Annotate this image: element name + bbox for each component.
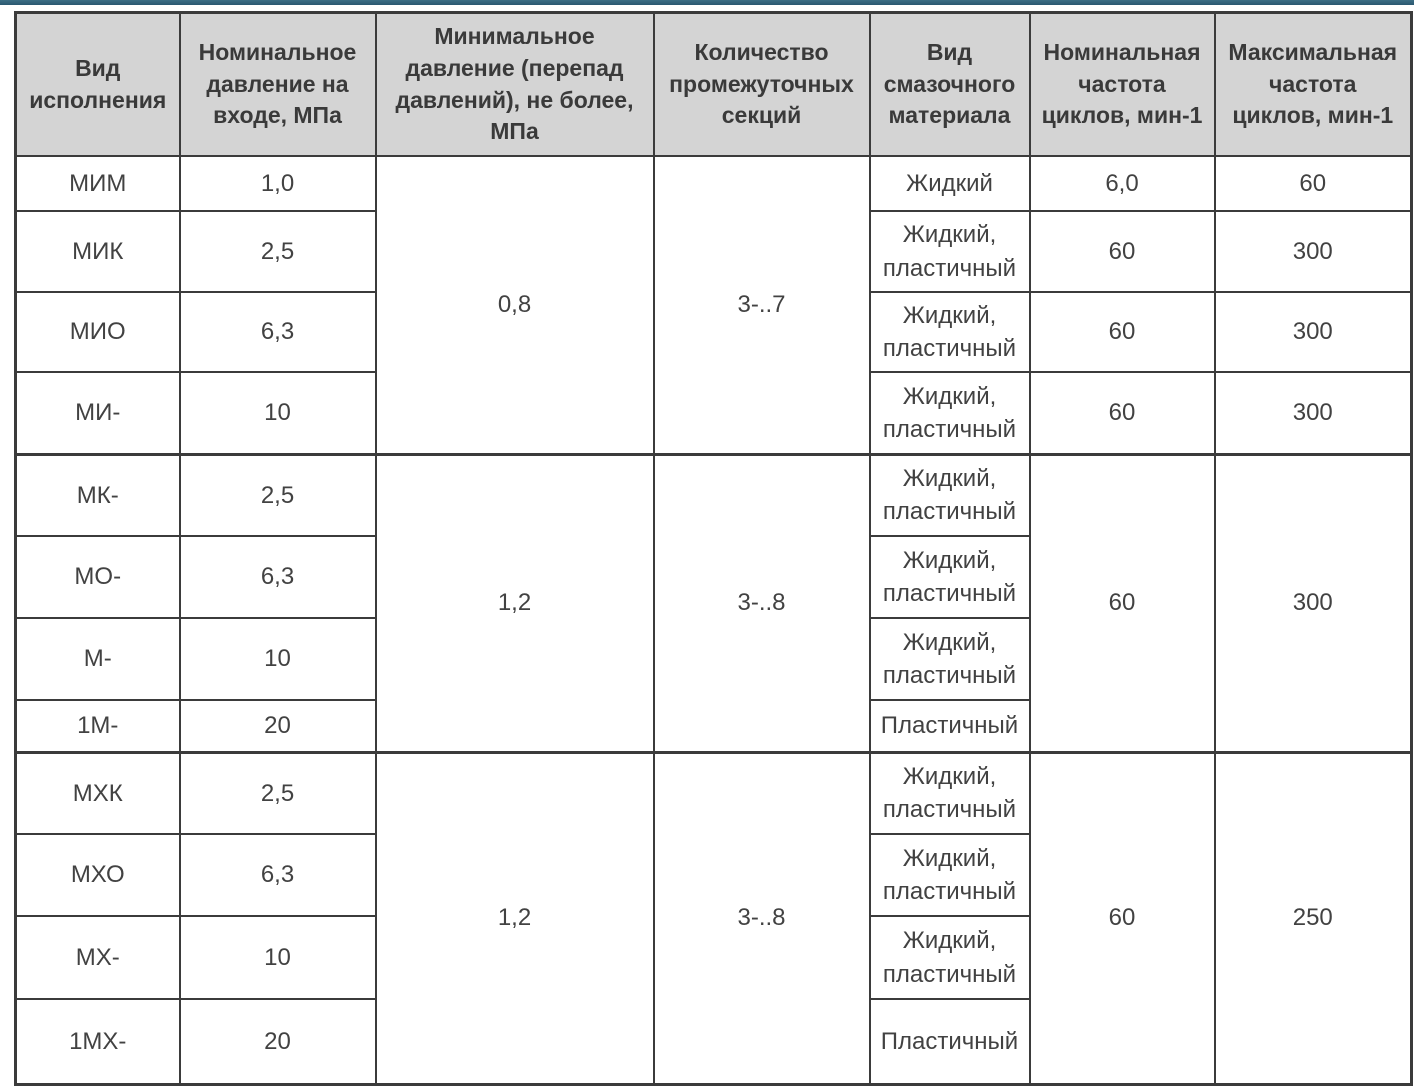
cell-type: 1МХ- [16, 999, 180, 1084]
cell-type: МК- [16, 454, 180, 536]
header-max-frequency: Максимальная частота циклов, мин-1 [1215, 13, 1412, 157]
cell-lubricant: Пластичный [870, 999, 1030, 1084]
cell-nominal-frequency: 60 [1030, 372, 1215, 454]
header-lubricant-type: Вид смазочного материала [870, 13, 1030, 157]
cell-inlet-pressure: 6,3 [180, 834, 376, 916]
cell-lubricant: Жидкий, пластичный [870, 211, 1030, 292]
cell-type: МИО [16, 292, 180, 372]
cell-type: МИМ [16, 156, 180, 211]
cell-lubricant: Жидкий, пластичный [870, 752, 1030, 834]
cell-nominal-frequency: 60 [1030, 211, 1215, 292]
cell-lubricant: Пластичный [870, 700, 1030, 752]
cell-nominal-frequency: 60 [1030, 292, 1215, 372]
cell-lubricant: Жидкий [870, 156, 1030, 211]
cell-max-frequency: 300 [1215, 372, 1412, 454]
header-row [16, 13, 1412, 157]
cell-min-pressure-group3: 1,2 [376, 752, 654, 1084]
table-row [16, 752, 1412, 834]
cell-sections-group3: 3-..8 [654, 752, 870, 1084]
cell-inlet-pressure: 10 [180, 372, 376, 454]
table-row [16, 454, 1412, 536]
cell-nominal-frequency-group2: 60 [1030, 454, 1215, 752]
cell-lubricant: Жидкий, пластичный [870, 454, 1030, 536]
header-type: Вид исполнения [16, 13, 180, 157]
header-sections-count: Количество промежуточных секций [654, 13, 870, 157]
cell-max-frequency: 60 [1215, 156, 1412, 211]
cell-inlet-pressure: 6,3 [180, 292, 376, 372]
cell-max-frequency: 300 [1215, 211, 1412, 292]
cell-type: МХО [16, 834, 180, 916]
cell-sections-group2: 3-..8 [654, 454, 870, 752]
cell-inlet-pressure: 2,5 [180, 211, 376, 292]
header-inlet-pressure: Номинальное давление на входе, МПа [180, 13, 376, 157]
cell-max-frequency-group2: 300 [1215, 454, 1412, 752]
specification-table [14, 11, 1413, 1086]
cell-type: МХ- [16, 916, 180, 999]
cell-type: М- [16, 618, 180, 700]
cell-lubricant: Жидкий, пластичный [870, 916, 1030, 999]
header-min-pressure: Минимальное давление (перепад давлений), не более, МПа [376, 13, 654, 157]
cell-inlet-pressure: 20 [180, 700, 376, 752]
cell-max-frequency-group3: 250 [1215, 752, 1412, 1084]
cell-type: МХК [16, 752, 180, 834]
header-nominal-frequency: Номинальная частота циклов, мин-1 [1030, 13, 1215, 157]
cell-lubricant: Жидкий, пластичный [870, 372, 1030, 454]
cell-max-frequency: 300 [1215, 292, 1412, 372]
cell-min-pressure-group2: 1,2 [376, 454, 654, 752]
cell-inlet-pressure: 2,5 [180, 454, 376, 536]
cell-inlet-pressure: 6,3 [180, 536, 376, 618]
table-row [16, 156, 1412, 211]
cell-min-pressure-group1: 0,8 [376, 156, 654, 454]
cell-type: МИК [16, 211, 180, 292]
cell-inlet-pressure: 2,5 [180, 752, 376, 834]
cell-inlet-pressure: 20 [180, 999, 376, 1084]
cell-sections-group1: 3-..7 [654, 156, 870, 454]
cell-nominal-frequency-group3: 60 [1030, 752, 1215, 1084]
top-accent-bar [0, 0, 1414, 5]
cell-inlet-pressure: 1,0 [180, 156, 376, 211]
cell-inlet-pressure: 10 [180, 618, 376, 700]
cell-lubricant: Жидкий, пластичный [870, 834, 1030, 916]
cell-type: МО- [16, 536, 180, 618]
cell-inlet-pressure: 10 [180, 916, 376, 999]
cell-lubricant: Жидкий, пластичный [870, 536, 1030, 618]
cell-type: 1М- [16, 700, 180, 752]
cell-lubricant: Жидкий, пластичный [870, 292, 1030, 372]
cell-type: МИ- [16, 372, 180, 454]
cell-lubricant: Жидкий, пластичный [870, 618, 1030, 700]
cell-nominal-frequency: 6,0 [1030, 156, 1215, 211]
